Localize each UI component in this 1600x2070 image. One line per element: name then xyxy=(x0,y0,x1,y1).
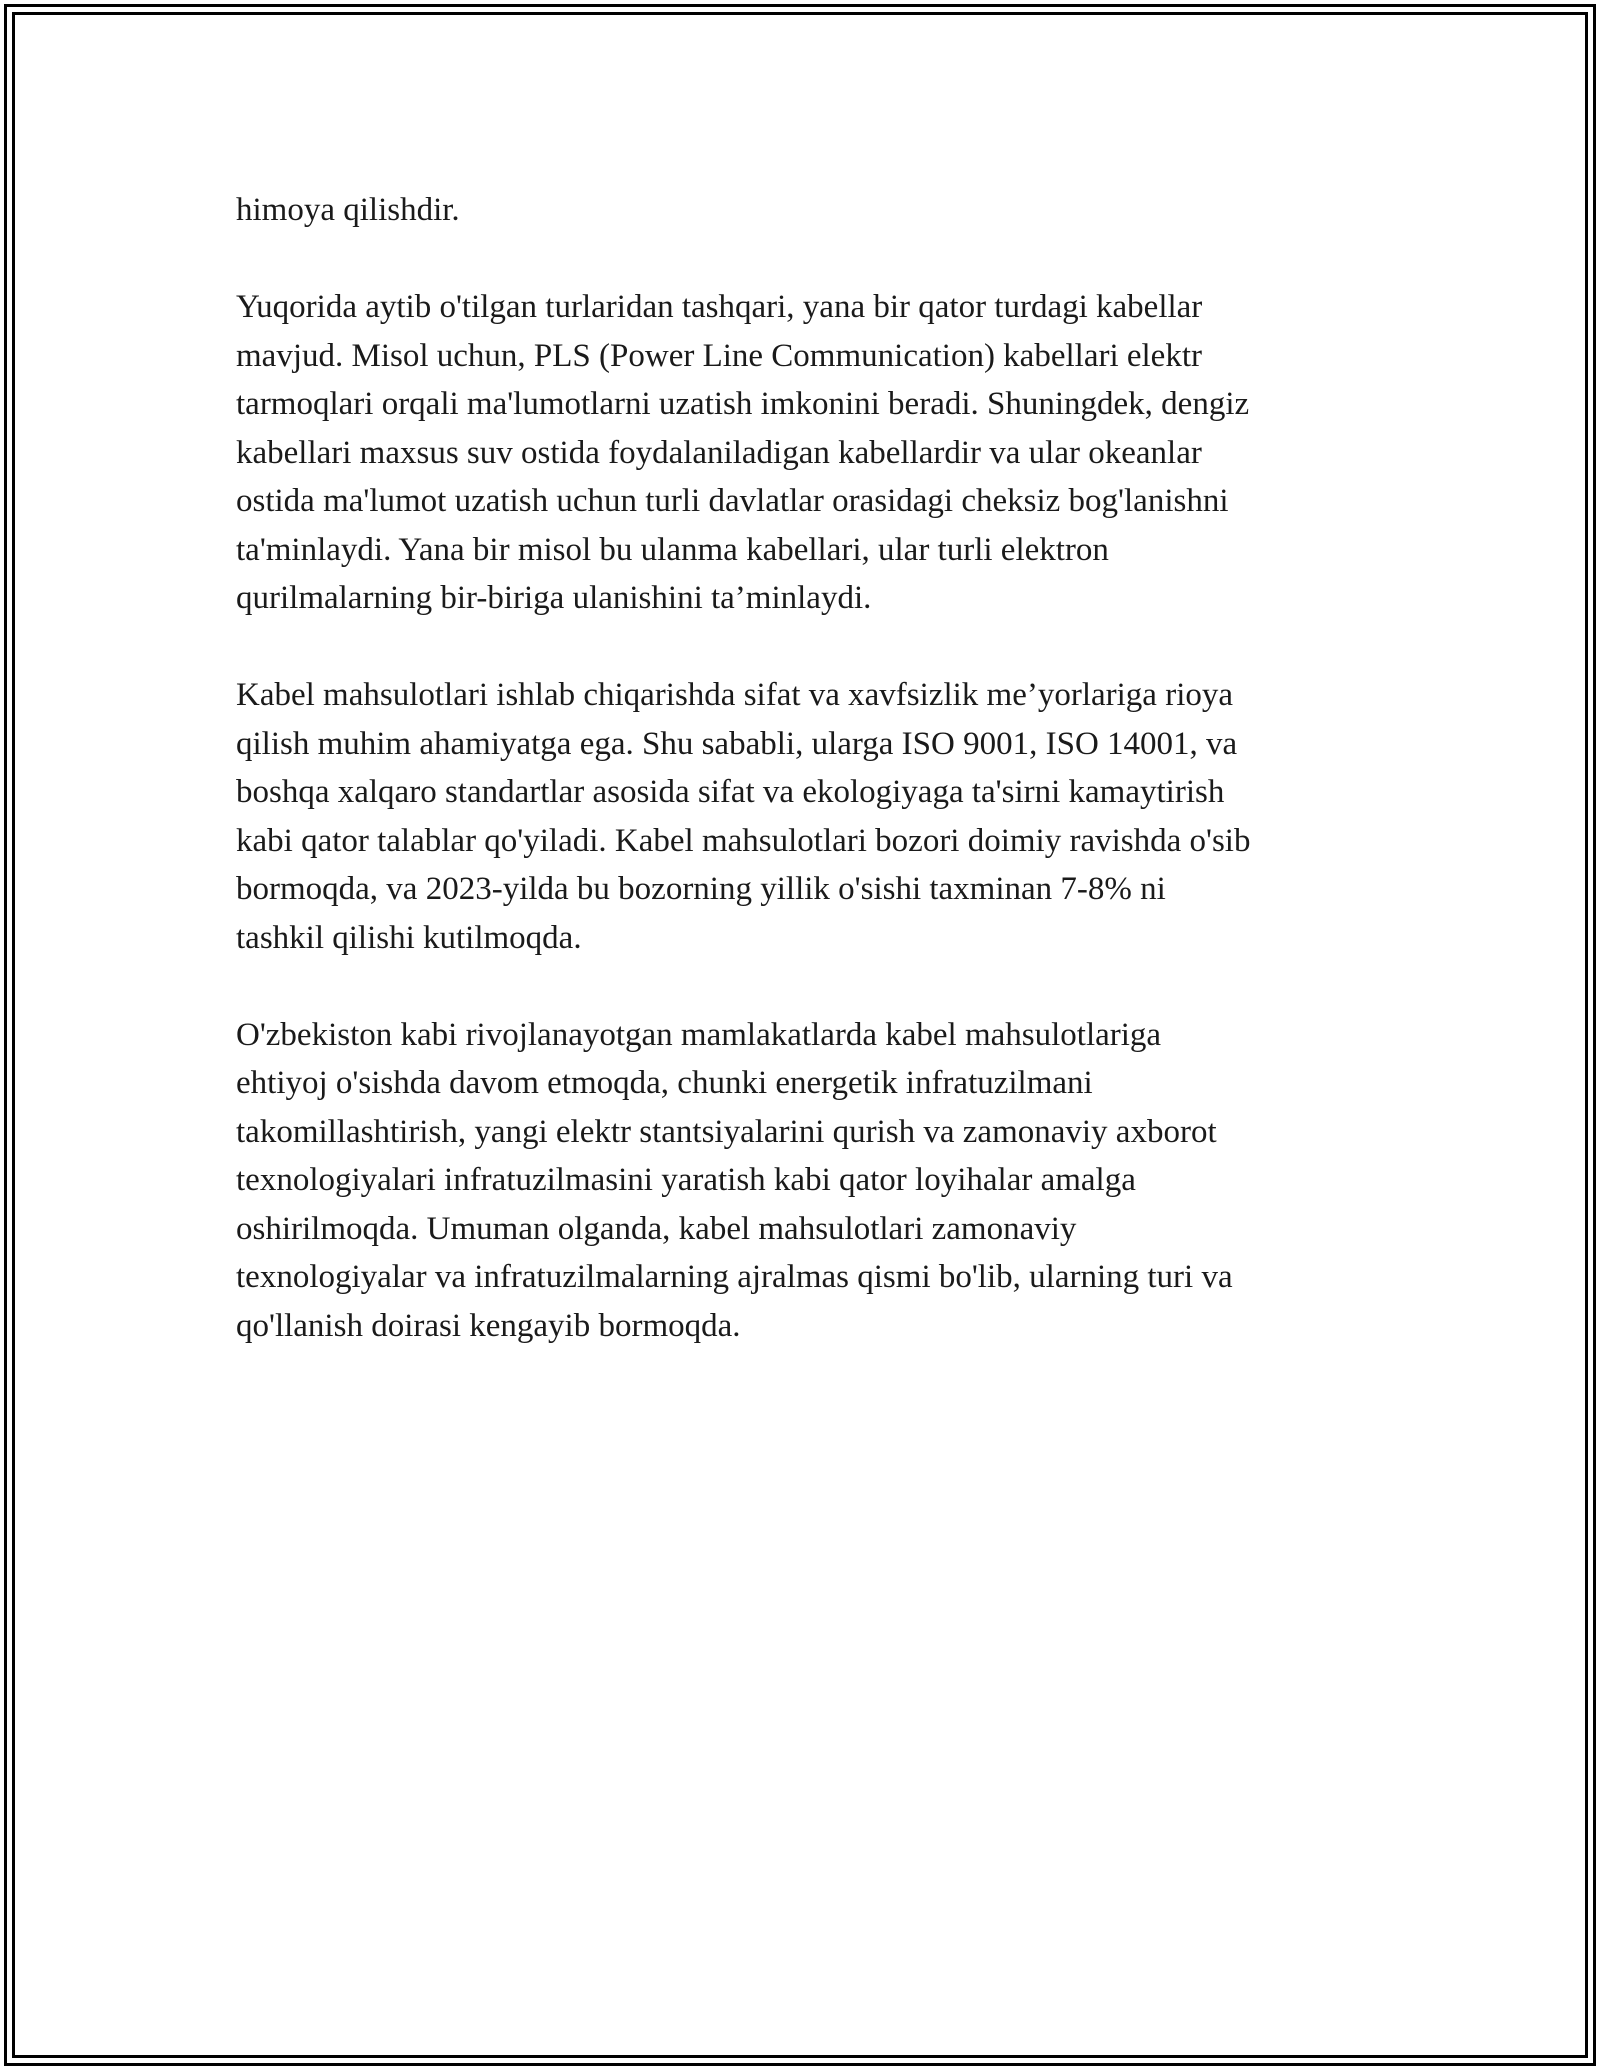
paragraph-4 xyxy=(236,1011,1366,1351)
text-line: texnologiyalari infratuzilmasini yaratish kabi qator loyihalar amalga xyxy=(236,1162,1136,1198)
text-line: kabi qator talablar qo'yiladi. Kabel mahsulotlari bozori doimiy ravishda o'sib xyxy=(236,822,1251,859)
text-line: qo'llanish doirasi kengayib bormoqda. xyxy=(236,1307,741,1344)
paragraph-2 xyxy=(236,283,1366,623)
text-line: ehtiyoj o'sishda davom etmoqda, chunki energetik infratuzilmani xyxy=(236,1065,1093,1101)
text-line: qurilmalarning bir-biriga ulanishini ta’minlaydi. xyxy=(236,580,872,616)
text-line: texnologiyalar va infratuzilmalarning ajralmas qismi bo'lib, ularning turi va xyxy=(236,1259,1233,1295)
text-line: mavjud. Misol uchun, PLS (Power Line Communication) kabellari elektr xyxy=(236,337,1202,374)
document-body xyxy=(236,186,1366,1399)
text-line: qilish muhim ahamiyatga ega. Shu sababli, ularga ISO 9001, ISO 14001, va xyxy=(236,725,1238,762)
text-line: O'zbekiston kabi rivojlanayotgan mamlakatlarda kabel mahsulotlariga xyxy=(236,1016,1162,1053)
text-line: ta'minlaydi. Yana bir misol bu ulanma kabellari, ular turli elektron xyxy=(236,531,1109,568)
text-line: tarmoqlari orqali ma'lumotlarni uzatish imkonini beradi. Shuningdek, dengiz xyxy=(236,386,1250,422)
text-line: himoya qilishdir. xyxy=(236,192,460,228)
text-line: Yuqorida aytib o'tilgan turlaridan tashqari, yana bir qator turdagi kabellar xyxy=(236,289,1203,325)
paragraph-3 xyxy=(236,671,1366,962)
text-line: ostida ma'lumot uzatish uchun turli davlatlar orasidagi cheksiz bog'lanishni xyxy=(236,483,1229,519)
text-line: tashkil qilishi kutilmoqda. xyxy=(236,919,582,956)
text-line: Kabel mahsulotlari ishlab chiqarishda sifat va xavfsizlik me’yorlariga rioya xyxy=(236,677,1234,713)
text-line: takomillashtirish, yangi elektr stantsiyalarini qurish va zamonaviy axborot xyxy=(236,1113,1217,1150)
text-line: bormoqda, va 2023-yilda bu bozorning yillik o'sishi taxminan 7-8% ni xyxy=(236,871,1166,907)
text-line: boshqa xalqaro standartlar asosida sifat va ekologiyaga ta'sirni kamaytirish xyxy=(236,774,1225,810)
text-line: oshirilmoqda. Umuman olganda, kabel mahsulotlari zamonaviy xyxy=(236,1210,1077,1247)
paragraph-1 xyxy=(236,186,1366,235)
text-line: kabellari maxsus suv ostida foydalaniladigan kabellardir va ular okeanlar xyxy=(236,434,1202,471)
